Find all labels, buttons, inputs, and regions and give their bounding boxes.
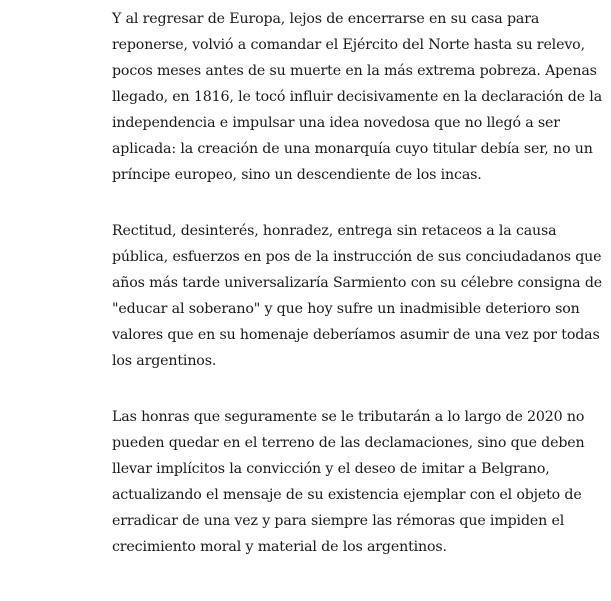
article-body bbox=[112, 6, 602, 560]
article-paragraph-3: Las honras que seguramente se le tributarán a lo largo de 2020 no pueden quedar en el terreno de las declamaciones, sino que deben llevar implícitos la convicción y el deseo de imitar a Belgrano, actualizando el mensaje de su existencia ejemplar con el objeto de erradicar de una vez y para siempre las rémoras que impiden el crecimiento moral y material de los argentinos. bbox=[112, 409, 585, 555]
article-paragraph-2: Rectitud, desinterés, honradez, entrega sin retaceos a la causa pública, esfuerzos en pos de la instrucción de sus conciudadanos que años más tarde universalizaría Sarmiento con su célebre consigna de "educar al soberano" y que hoy sufre un inadmisible deterioro son valores que en su homenaje deberíamos asumir de una vez por todas los argentinos. bbox=[112, 223, 603, 369]
article-paragraph-1: Y al regresar de Europa, lejos de encerrarse en su casa para reponerse, volvió a comandar el Ejército del Norte hasta su relevo, pocos meses antes de su muerte en la más extrema pobreza. Apenas llegado, en 1816, le tocó influir decisivamente en la declaración de la independencia e impulsar una idea novedosa que no llegó a ser aplicada: la creación de una monarquía cuyo titular debía ser, no un príncipe europeo, sino un descendiente de los incas. bbox=[112, 11, 603, 183]
